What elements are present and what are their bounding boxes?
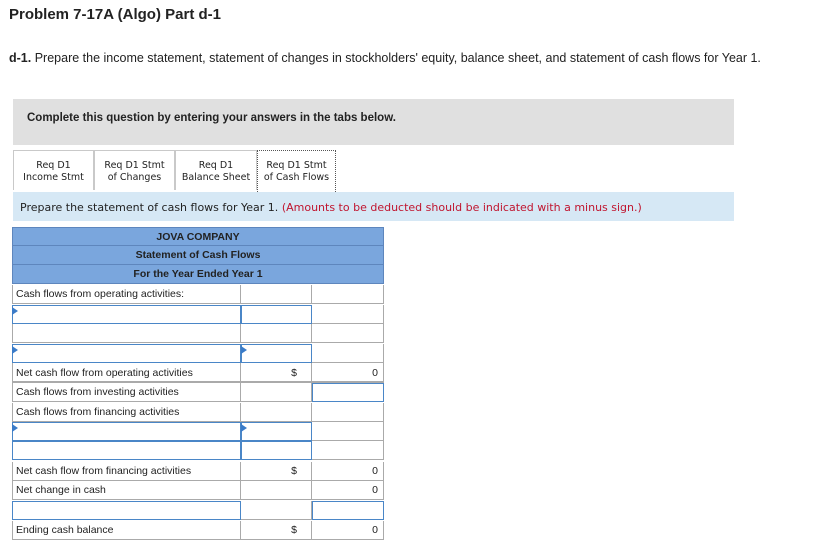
financing-item-select-1[interactable] bbox=[12, 422, 241, 441]
company-name: JOVA COMPANY bbox=[12, 227, 384, 246]
empty-cell bbox=[312, 344, 384, 363]
operating-amount-input-2[interactable] bbox=[241, 344, 312, 363]
currency-symbol: $ bbox=[291, 524, 297, 536]
table-row bbox=[12, 462, 384, 481]
tab-balance-sheet[interactable] bbox=[175, 150, 257, 190]
empty-cell bbox=[12, 324, 241, 343]
operating-amount-input-1[interactable] bbox=[241, 305, 312, 324]
beginning-cash-amount-input[interactable] bbox=[312, 501, 384, 520]
operating-item-select-2[interactable] bbox=[12, 344, 241, 363]
empty-cell bbox=[312, 324, 384, 343]
tab-label-line2: Income Stmt bbox=[23, 172, 84, 183]
ending-cash-value: 0 bbox=[312, 521, 384, 540]
table-row bbox=[12, 344, 384, 363]
empty-cell bbox=[241, 324, 312, 343]
instruction-text: Prepare the statement of cash flows for Year 1. bbox=[20, 201, 279, 214]
net-operating-label: Net cash flow from operating activities bbox=[12, 364, 241, 383]
net-financing-label: Net cash flow from financing activities bbox=[12, 462, 241, 481]
statement-name: Statement of Cash Flows bbox=[12, 246, 384, 265]
table-row bbox=[12, 501, 384, 520]
net-operating-value: 0 bbox=[312, 364, 384, 383]
table-row bbox=[12, 324, 384, 343]
question-text bbox=[9, 50, 809, 66]
ending-cash-label: Ending cash balance bbox=[12, 521, 241, 540]
empty-cell bbox=[312, 285, 384, 304]
financing-label: Cash flows from financing activities bbox=[12, 403, 241, 422]
empty-cell bbox=[241, 521, 312, 540]
table-row bbox=[12, 441, 384, 460]
table-row bbox=[12, 422, 384, 441]
operating-item-select-1[interactable] bbox=[12, 305, 241, 324]
table-row bbox=[12, 383, 384, 402]
investing-label: Cash flows from investing activities bbox=[12, 383, 241, 402]
net-change-value: 0 bbox=[312, 481, 384, 500]
instructions-banner bbox=[13, 99, 734, 145]
empty-cell bbox=[312, 403, 384, 422]
empty-cell bbox=[241, 501, 312, 520]
currency-symbol: $ bbox=[291, 465, 297, 477]
empty-cell bbox=[241, 364, 312, 383]
tab-label-line1: Req D1 bbox=[36, 160, 71, 171]
tab-label-line1: Req D1 Stmt bbox=[104, 160, 165, 171]
tab-label-line1: Req D1 bbox=[198, 160, 234, 171]
table-row bbox=[12, 521, 384, 540]
beginning-cash-label-input[interactable] bbox=[12, 501, 241, 520]
empty-cell bbox=[312, 305, 384, 324]
tab-label-line2: of Changes bbox=[107, 172, 162, 183]
question-body: Prepare the income statement, statement of changes in stockholders' equity, balance sheet, and statement of cash flows for Year 1. bbox=[34, 51, 761, 65]
empty-cell bbox=[312, 422, 384, 441]
table-row bbox=[12, 285, 384, 304]
table-row bbox=[12, 305, 384, 324]
banner-text: Complete this question by entering your answers in the tabs below. bbox=[27, 112, 396, 124]
empty-cell bbox=[312, 441, 384, 460]
tab-label-line2: of Cash Flows bbox=[263, 172, 330, 183]
net-change-label: Net change in cash bbox=[12, 481, 241, 500]
empty-cell bbox=[241, 481, 312, 500]
empty-cell bbox=[241, 403, 312, 422]
operating-label: Cash flows from operating activities: bbox=[12, 285, 241, 304]
net-financing-value: 0 bbox=[312, 462, 384, 481]
instruction-note: (Amounts to be deducted should be indicated with a minus sign.) bbox=[281, 201, 642, 214]
statement-period: For the Year Ended Year 1 bbox=[12, 265, 384, 284]
financing-amount-input-2[interactable] bbox=[241, 441, 312, 460]
table-row bbox=[12, 403, 384, 422]
investing-amount-input[interactable] bbox=[312, 383, 384, 402]
tab-cash-flows[interactable] bbox=[257, 150, 336, 192]
empty-cell bbox=[241, 383, 312, 402]
tab-label-line2: Balance Sheet bbox=[181, 172, 251, 183]
tab-label-line1: Req D1 Stmt bbox=[266, 160, 327, 171]
instruction-bar bbox=[13, 192, 734, 221]
table-row bbox=[12, 364, 384, 383]
page-title: Problem 7-17A (Algo) Part d-1 bbox=[9, 6, 221, 23]
currency-symbol: $ bbox=[291, 367, 297, 379]
financing-amount-input-1[interactable] bbox=[241, 422, 312, 441]
table-row bbox=[12, 481, 384, 500]
empty-cell bbox=[241, 462, 312, 481]
tab-stmt-of-changes[interactable] bbox=[94, 150, 175, 190]
financing-item-select-2[interactable] bbox=[12, 441, 241, 460]
question-label: d-1. bbox=[9, 51, 32, 65]
empty-cell bbox=[241, 285, 312, 304]
tab-income-stmt[interactable] bbox=[13, 150, 94, 190]
